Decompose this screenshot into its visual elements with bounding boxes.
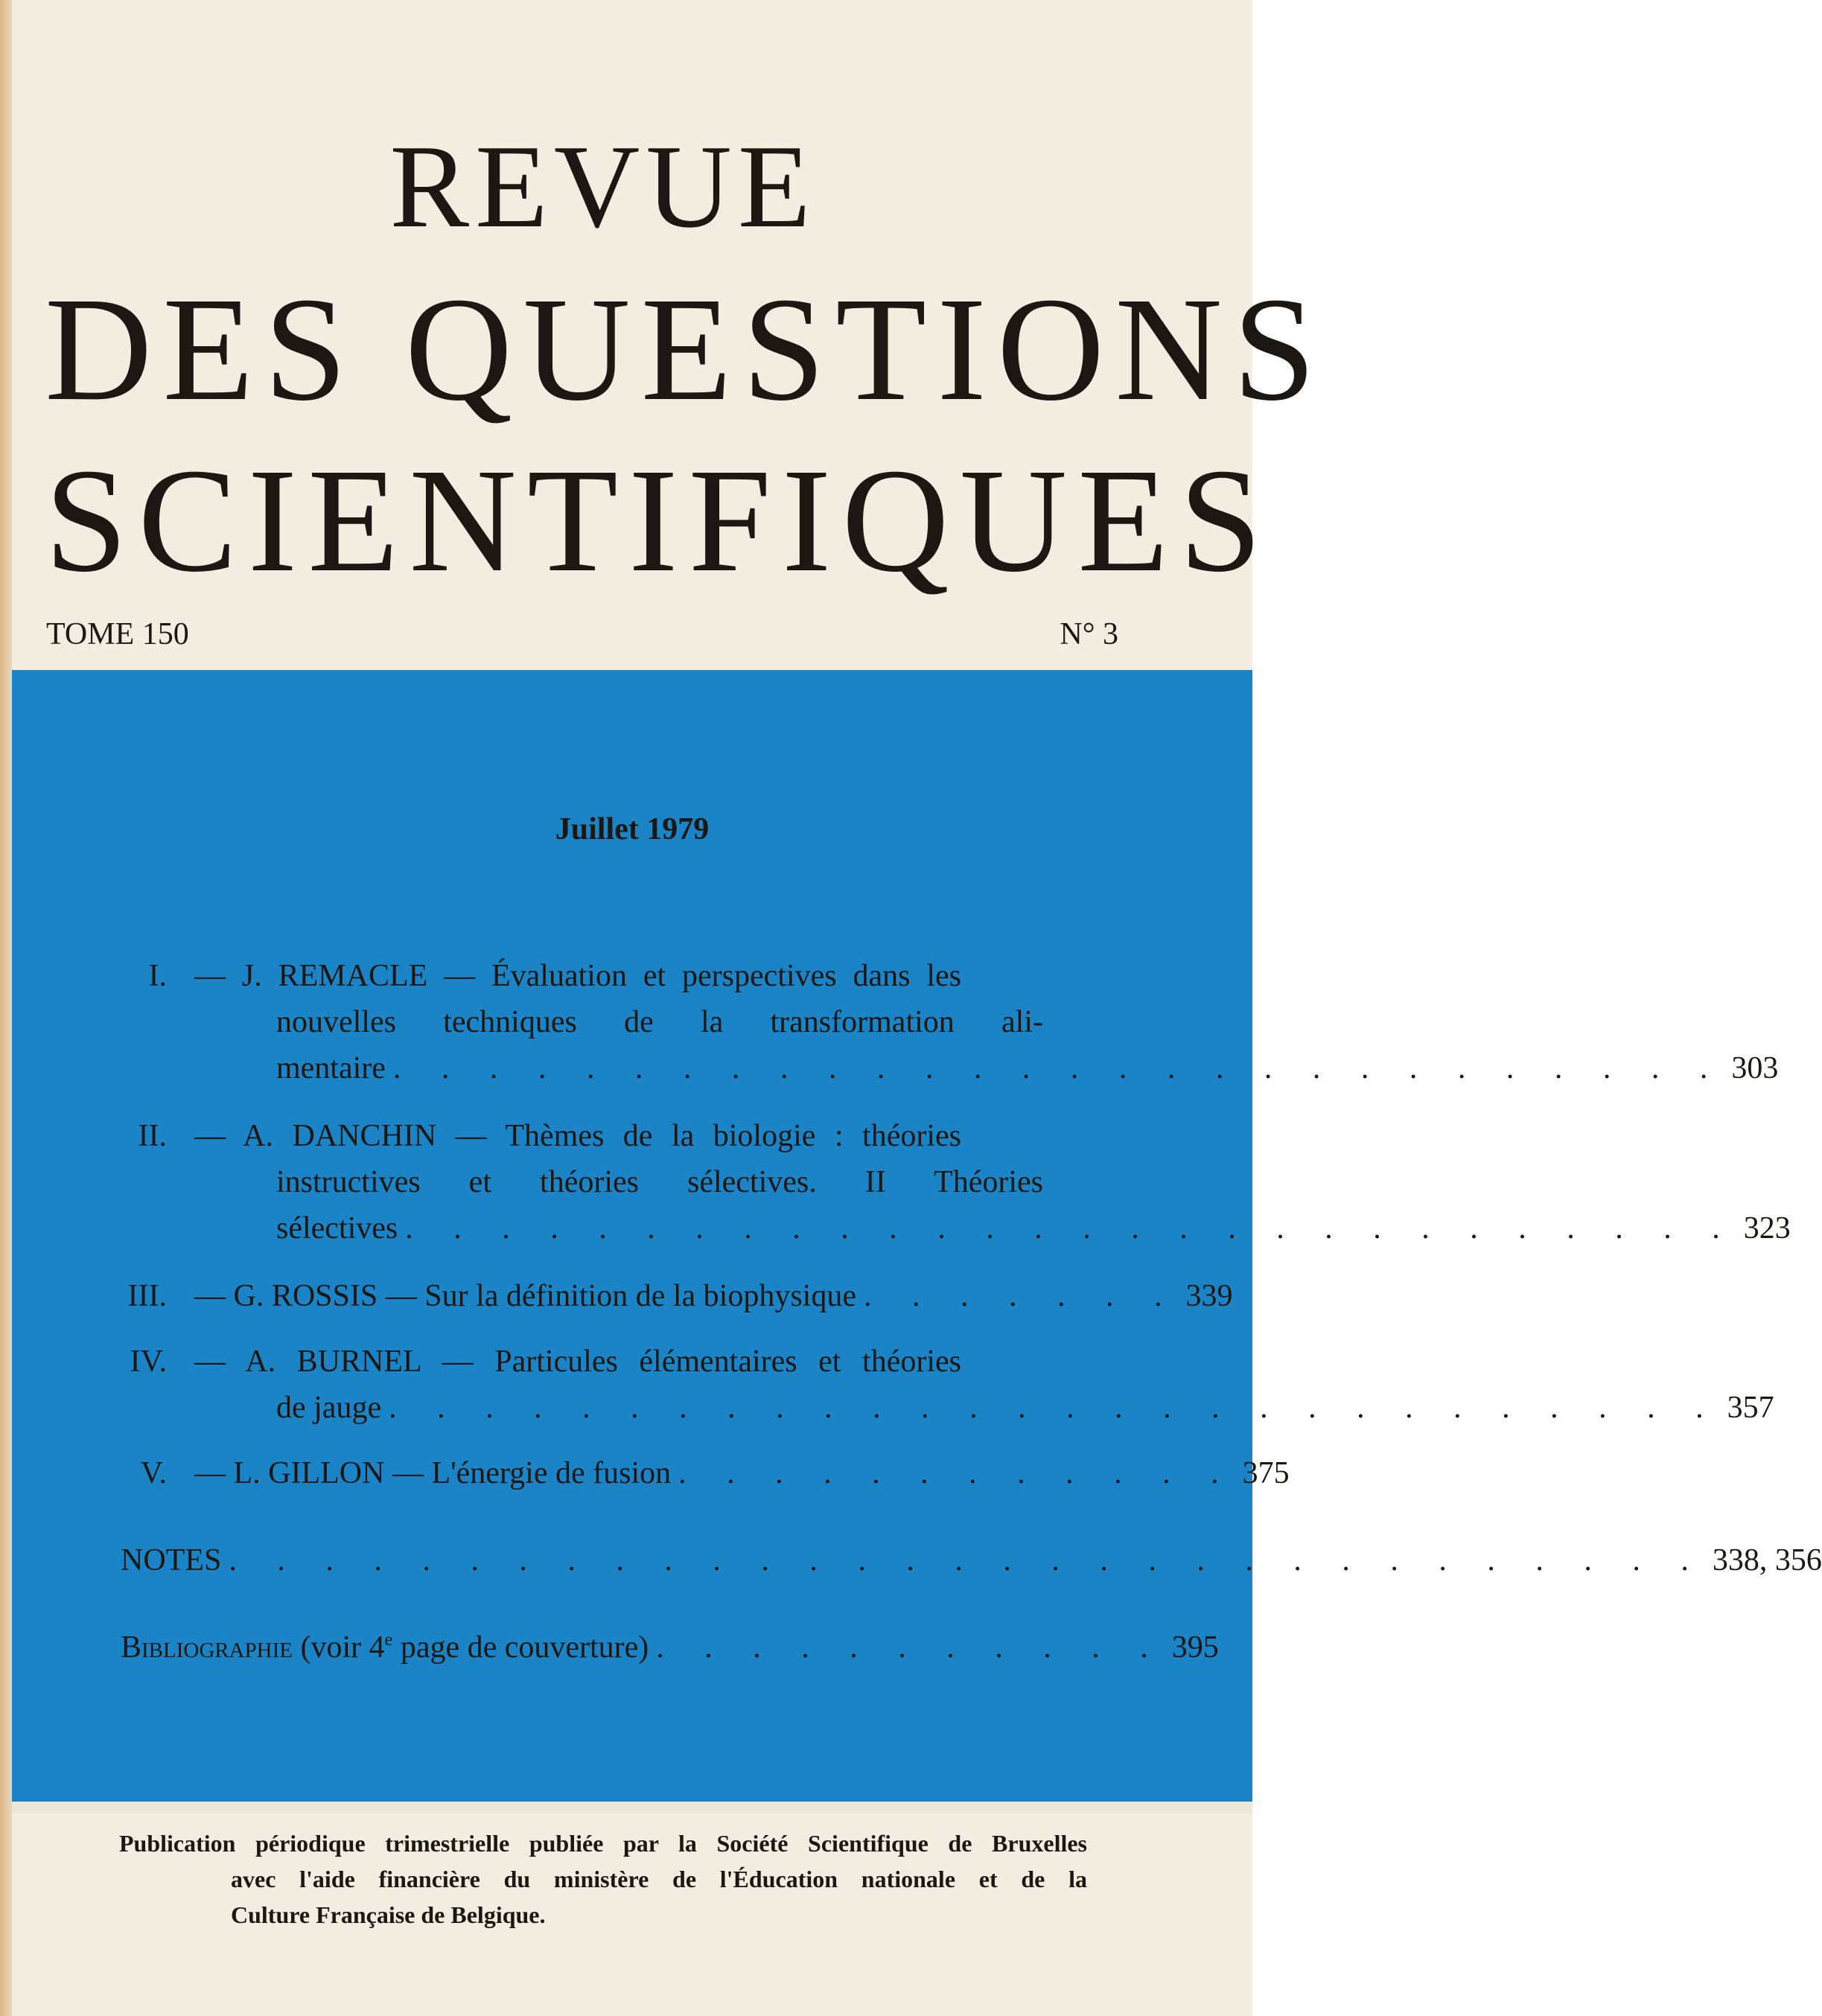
toc-entry-line: nouvelles techniques de la transformation ali- bbox=[276, 1005, 1043, 1039]
toc-entry-line: — J. REMACLE — Évaluation et perspectives dans les bbox=[194, 959, 961, 993]
leader-dots: . . . . . . . . . . . . . . . . . . . . . . . . . . . . bbox=[392, 1051, 1724, 1085]
toc-entry-line: — A. DANCHIN — Thèmes de la biologie : théories bbox=[194, 1119, 961, 1153]
contents-band bbox=[12, 670, 1822, 1802]
publisher-note-line: Publication périodique trimestrielle publiée par la Société Scientifique de Bruxelles bbox=[119, 1830, 1087, 1857]
toc-entry bbox=[71, 1450, 1290, 1502]
leader-dots: . . . . . . . . . . . . . . . . . . . . . . . . . . . . . . . bbox=[229, 1543, 1705, 1578]
toc-entry-last-line: — G. ROSSIS — Sur la définition de la biophysique . . . . . . . 339 bbox=[194, 1273, 1051, 1319]
leader-dots: . . . . . . . bbox=[863, 1279, 1179, 1313]
leader-dots: . . . . . . . . . . . bbox=[656, 1630, 1165, 1665]
leader-dots: . . . . . . . . . . . . . . . . . . . . . . . . . . . . bbox=[389, 1391, 1720, 1425]
toc-entry-text bbox=[194, 1113, 1791, 1251]
toc-entry-text bbox=[194, 1339, 1774, 1431]
bibliography-label: Bibliographie bbox=[121, 1630, 293, 1665]
bibliography-page: 395 bbox=[1171, 1630, 1219, 1665]
table-of-contents bbox=[12, 670, 1822, 1802]
band-edge bbox=[12, 1802, 1252, 1814]
toc-entry-last-line: mentaire . . . . . . . . . . . . . . . . . . . . . . . . . . . . 303 bbox=[194, 1045, 1051, 1091]
toc-entry-number: IV. bbox=[130, 1344, 167, 1379]
toc-page-number: 303 bbox=[1731, 1051, 1779, 1085]
leader-dots: . . . . . . . . . . . . bbox=[678, 1456, 1235, 1490]
toc-entry-text bbox=[194, 1273, 1233, 1319]
toc-entry-number: III. bbox=[127, 1279, 167, 1313]
toc-entry-number: V. bbox=[140, 1456, 167, 1490]
toc-page-number: 375 bbox=[1242, 1456, 1290, 1490]
publisher-note bbox=[119, 1825, 1087, 1933]
toc-page-number: 323 bbox=[1743, 1211, 1791, 1245]
publisher-note-line: avec l'aide financière du ministère de l'Éducation nationale et de la bbox=[231, 1866, 1087, 1892]
toc-entry-number: II. bbox=[138, 1119, 167, 1153]
issue-number: N° 3 bbox=[1060, 617, 1118, 651]
toc-entry-last-line: — L. GILLON — L'énergie de fusion . . . . . . . . . . . . 375 bbox=[194, 1450, 1051, 1496]
leader-dots: . . . . . . . . . . . . . . . . . . . . . . . . . . . . bbox=[405, 1211, 1736, 1245]
toc-page-number: 357 bbox=[1727, 1391, 1774, 1425]
volume-number: TOME 150 bbox=[46, 617, 189, 651]
toc-entry bbox=[71, 1273, 1233, 1325]
bibliography-entry: Bibliographie (voir 4e page de couverture) . . . . . . . . . . . 395 bbox=[121, 1624, 1089, 1677]
toc-entry-last-line: de jauge . . . . . . . . . . . . . . . . . . . . . . . . . . . . 357 bbox=[194, 1385, 1051, 1431]
toc-entry-number: I. bbox=[148, 959, 167, 993]
toc-entry bbox=[71, 1339, 1774, 1435]
notes-entry bbox=[121, 1537, 1822, 1589]
issue-date: Juillet 1979 bbox=[555, 812, 710, 846]
toc-entry bbox=[71, 1113, 1791, 1254]
masthead bbox=[0, 0, 1326, 670]
publisher-note-line: Culture Française de Belgique. bbox=[231, 1901, 546, 1928]
toc-entry-text bbox=[194, 1450, 1290, 1496]
notes-label: NOTES bbox=[121, 1543, 222, 1578]
title-line-2: DES QUESTIONS bbox=[45, 267, 1326, 432]
title-line-1: REVUE bbox=[389, 120, 817, 252]
notes-pages: 338, 356 bbox=[1712, 1543, 1822, 1578]
toc-entry-line: instructives et théories sélectives. II Théories bbox=[276, 1165, 1043, 1199]
toc-entry bbox=[71, 953, 1779, 1094]
toc-entry-text bbox=[194, 953, 1779, 1091]
toc-page-number: 339 bbox=[1185, 1279, 1233, 1313]
toc-entry-line: — A. BURNEL — Particules élémentaires et théories bbox=[194, 1344, 961, 1379]
title-line-3: SCIENTIFIQUES bbox=[45, 438, 1272, 603]
toc-entry-last-line: sélectives . . . . . . . . . . . . . . . . . . . . . . . . . . . . 323 bbox=[194, 1205, 1051, 1251]
